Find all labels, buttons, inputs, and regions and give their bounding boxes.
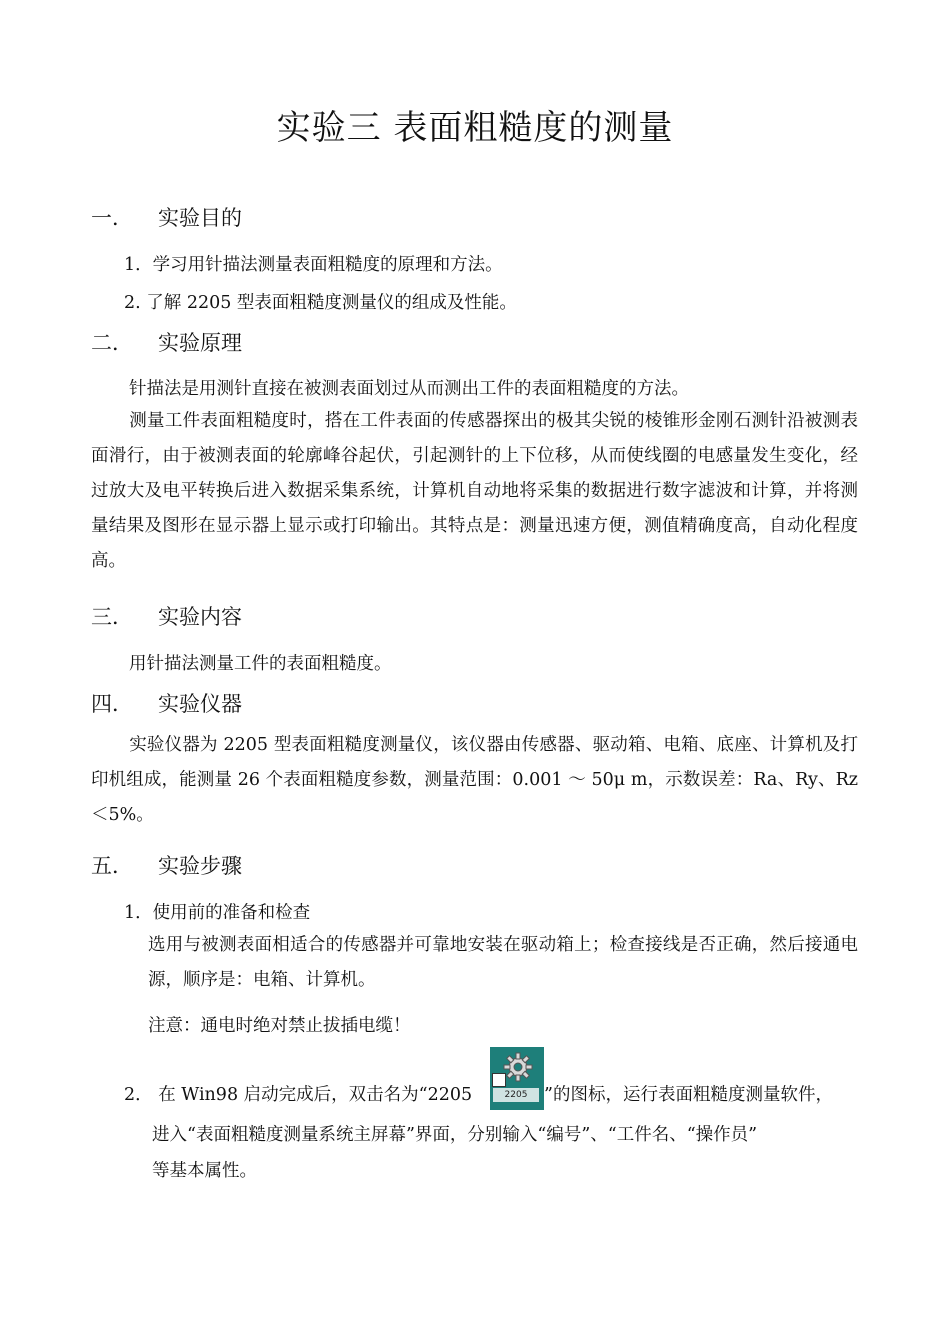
paragraph-text: 测量工件表面粗糙度时，搭在工件表面的传感器探出的极其尖锐的棱锥形金刚石测针沿被测表面滑行，由于被测表面的轮廓峰谷起伏，引起测针的上下位移，从而使线圈的电感量发生变化，经过放大及电平转换后进入数据采集系统，计算机自动地将采集的数据进行数字滤波和计算，并将测量结果及图形在显示器上显示或打印输出。其特点是：测量迅速方便，测值精确度高，自动化程度高。	[91, 411, 858, 571]
section-number: 一．	[91, 206, 133, 230]
section-number: 三．	[91, 605, 133, 629]
step-text: 等基本属性。	[152, 1161, 257, 1181]
step-note: 注意：通电时绝对禁止拔插电缆！	[148, 1016, 411, 1036]
section-title: 实验目的	[158, 206, 242, 230]
list-item: 1．学习用针描法测量表面粗糙度的原理和方法。	[124, 255, 503, 275]
step-text: 2． 在 Win98 启动完成后，双击名为“2205	[124, 1085, 473, 1105]
paragraph: 用针描法测量工件的表面粗糙度。	[129, 654, 392, 674]
section-number: 四．	[91, 692, 133, 716]
section-title: 实验步骤	[158, 854, 242, 878]
page-title: 实验三 表面粗糙度的测量	[276, 108, 674, 148]
paragraph	[91, 404, 858, 579]
paragraph: 针描法是用测针直接在被测表面划过从而测出工件的表面粗糙度的方法。	[129, 379, 689, 399]
step-title: 1．使用前的准备和检查	[124, 903, 311, 923]
paragraph-text: 实验仪器为 2205 型表面粗糙度测量仪，该仪器由传感器、驱动箱、电箱、底座、计算机及打印机组成，能测量 26 个表面粗糙度参数，测量范围：0.001 ～ 50μ m，示数误差：Ra、Ry、Rz＜5%。	[91, 735, 858, 825]
icon-label: 2205	[493, 1088, 539, 1102]
step-body: 选用与被测表面相适合的传感器并可靠地安装在驱动箱上；检查接线是否正确，然后接通电源，顺序是：电箱、计算机。	[148, 935, 858, 990]
step-text: 进入“表面粗糙度测量系统主屏幕”界面，分别输入“编号”、“工件名、“操作员”	[152, 1125, 758, 1145]
software-icon[interactable]	[490, 1047, 544, 1110]
section-title: 实验仪器	[158, 692, 242, 716]
list-item: 2. 了解 2205 型表面粗糙度测量仪的组成及性能。	[124, 293, 517, 313]
section-title: 实验内容	[158, 605, 242, 629]
section-number: 五．	[91, 854, 133, 878]
gear-icon	[502, 1051, 534, 1083]
shortcut-arrow-icon	[492, 1073, 506, 1087]
section-number: 二．	[91, 331, 133, 355]
section-title: 实验原理	[158, 331, 242, 355]
step-text: ”的图标，运行表面粗糙度测量软件，	[544, 1085, 833, 1105]
paragraph	[91, 728, 858, 833]
